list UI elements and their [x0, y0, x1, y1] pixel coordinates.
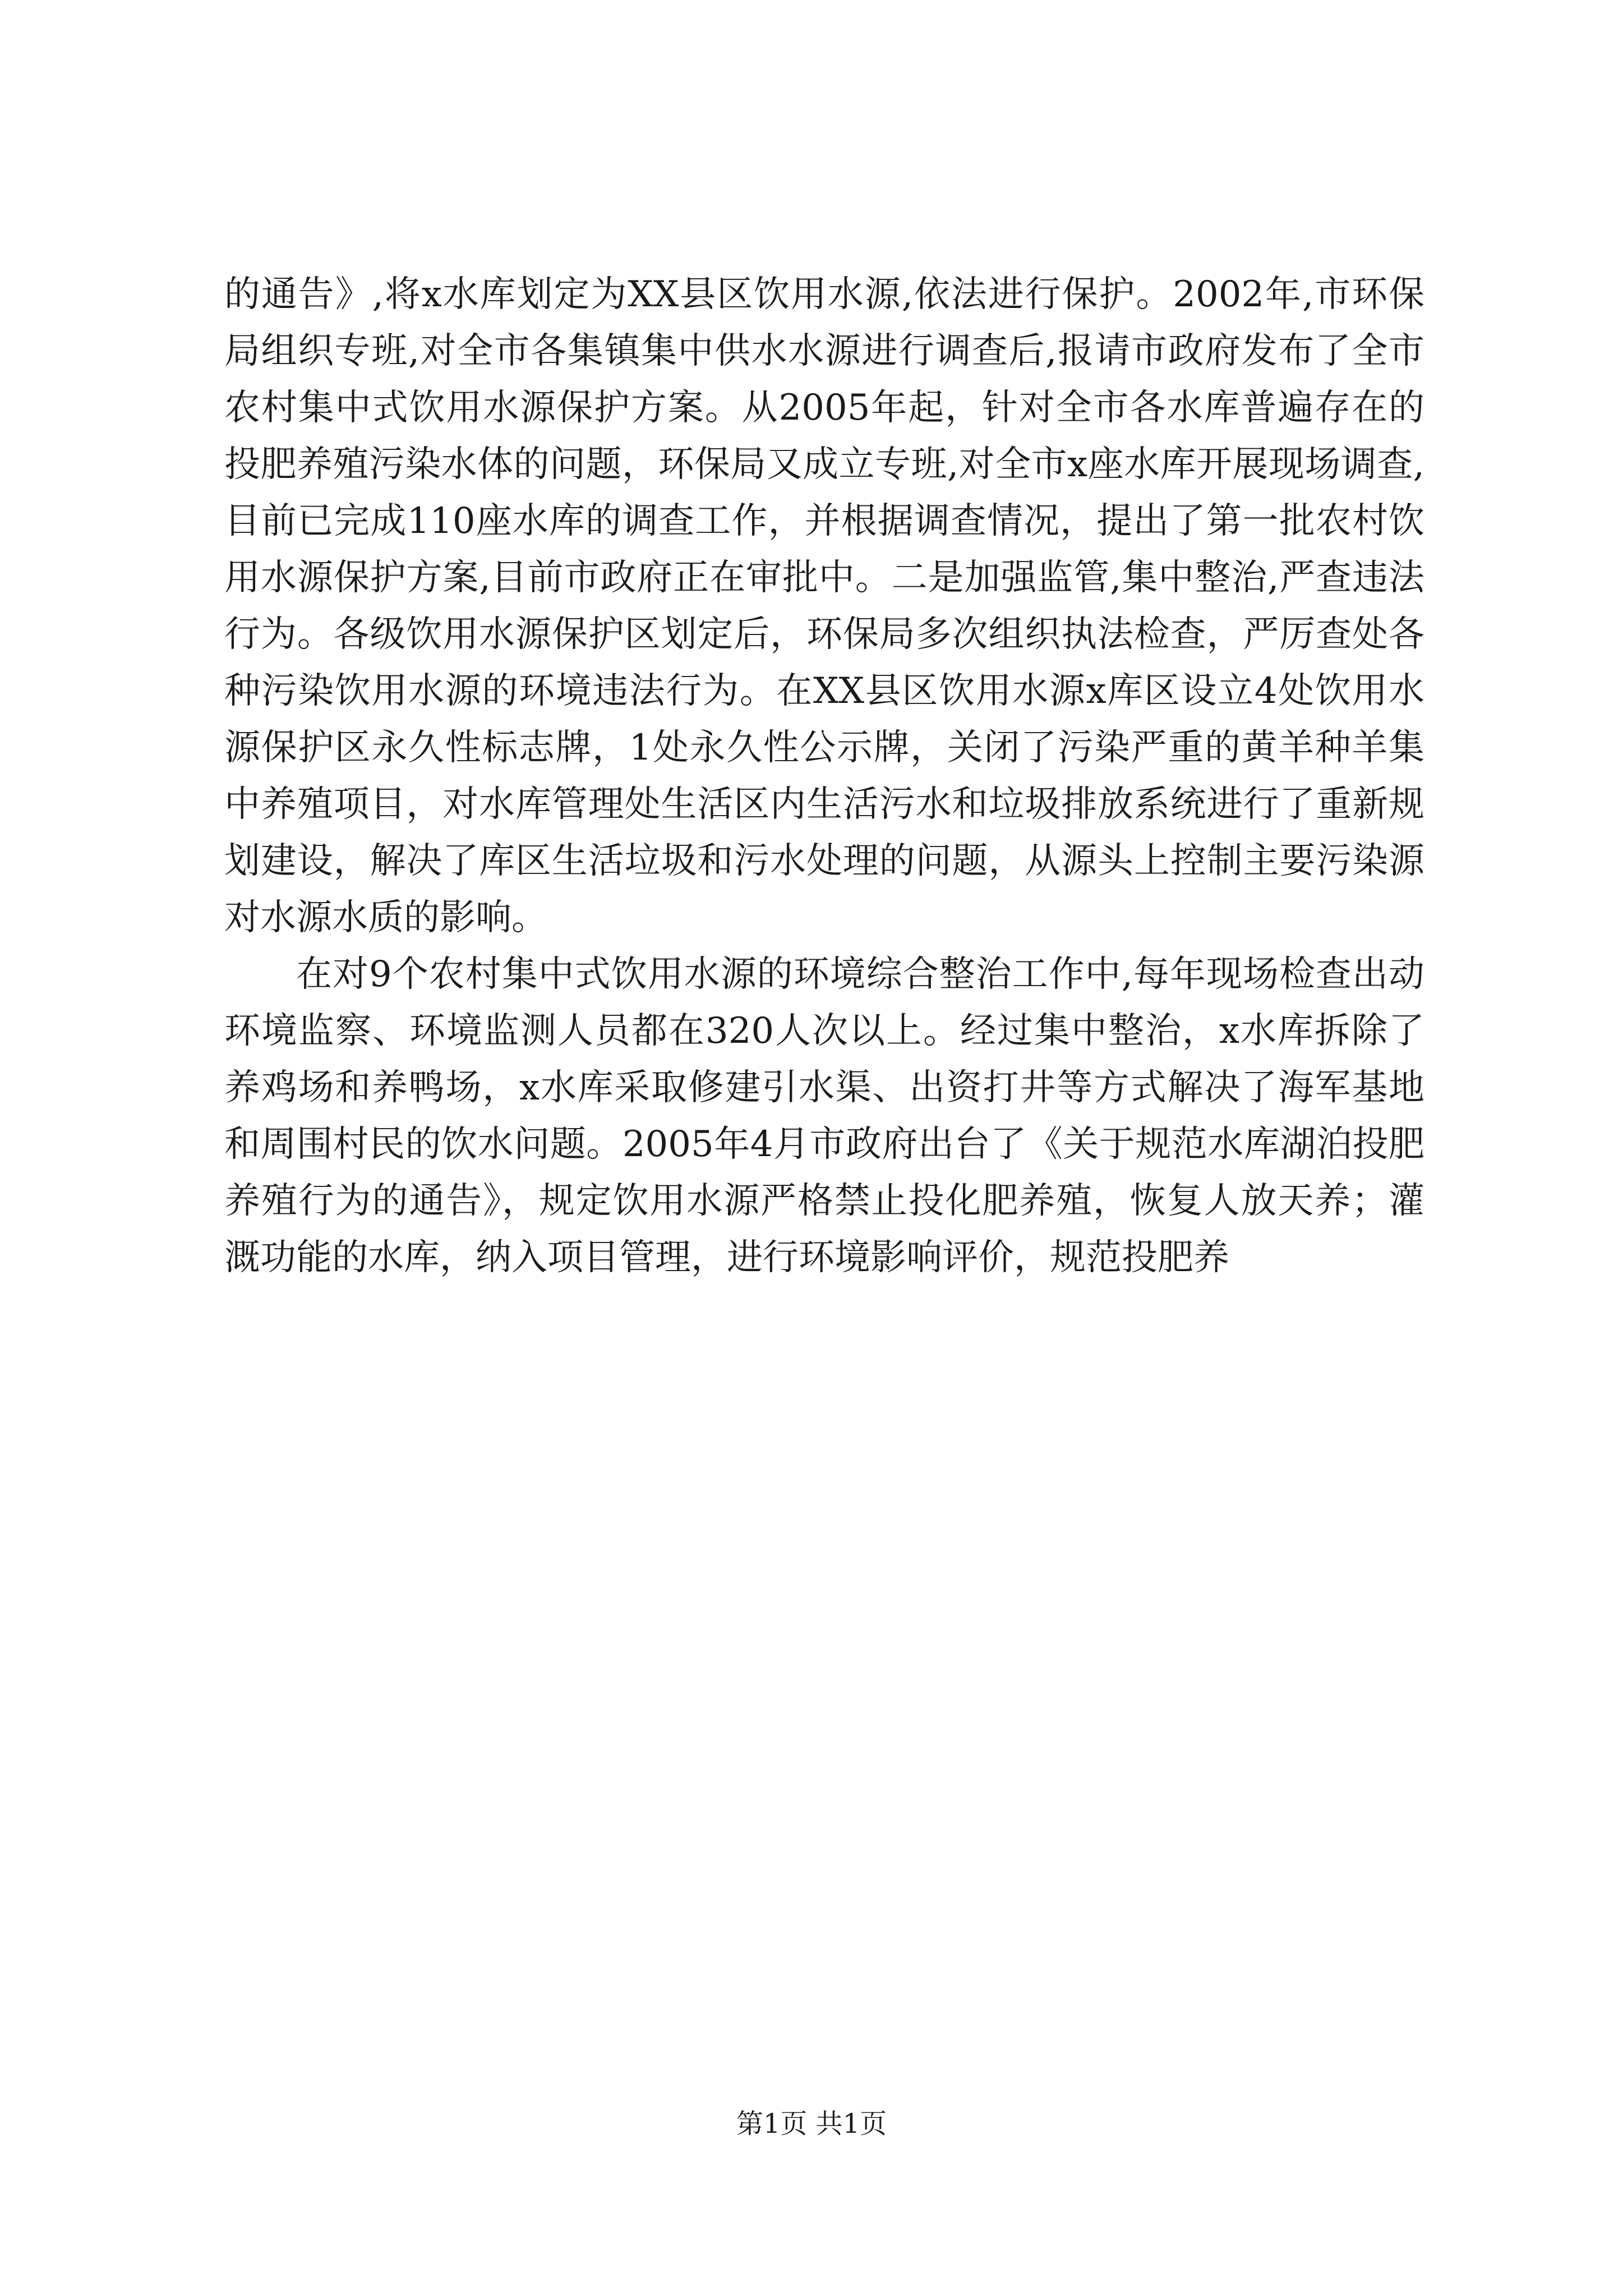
document-body [224, 266, 1424, 1286]
page-number-footer: 第1页 共1页 [736, 2108, 887, 2139]
paragraph-1: 的通告》,将x水库划定为XX县区饮用水源,依法进行保护。2002年,市环保局组织专班,对全市各集镇集中供水水源进行调查后,报请市政府发布了全市农村集中式饮用水源保护方案。从2005年起，针对全市各水库普遍存在的投肥养殖污染水体的问题，环保局又成立专班,对全市x座水库开展现场调查,目前已完成110座水库的调查工作，并根据调查情况，提出了第一批农村饮用水源保护方案,目前市政府正在审批中。二是加强监管,集中整治,严查违法行为。各级饮用水源保护区划定后，环保局多次组织执法检查，严厉查处各种污染饮用水源的环境违法行为。在XX县区饮用水源x库区设立4处饮用水源保护区永久性标志牌，1处永久性公示牌，关闭了污染严重的黄羊种羊集中养殖项目，对水库管理处生活区内生活污水和垃圾排放系统进行了重新规划建设，解决了库区生活垃圾和污水处理的问题，从源头上控制主要污染源对水源水质的影响。 [224, 274, 1424, 938]
paragraph-2: 在对9个农村集中式饮用水源的环境综合整治工作中,每年现场检查出动环境监察、环境监测人员都在320人次以上。经过集中整治，x水库拆除了养鸡场和养鸭场，x水库采取修建引水渠、出资打井等方式解决了海军基地和周围村民的饮水问题。2005年4月市政府出台了《关于规范水库湖泊投肥养殖行为的通告》，规定饮用水源严格禁止投化肥养殖，恢复人放天养；灌溉功能的水库，纳入项目管理，进行环境影响评价，规范投肥养 [224, 954, 1424, 1278]
